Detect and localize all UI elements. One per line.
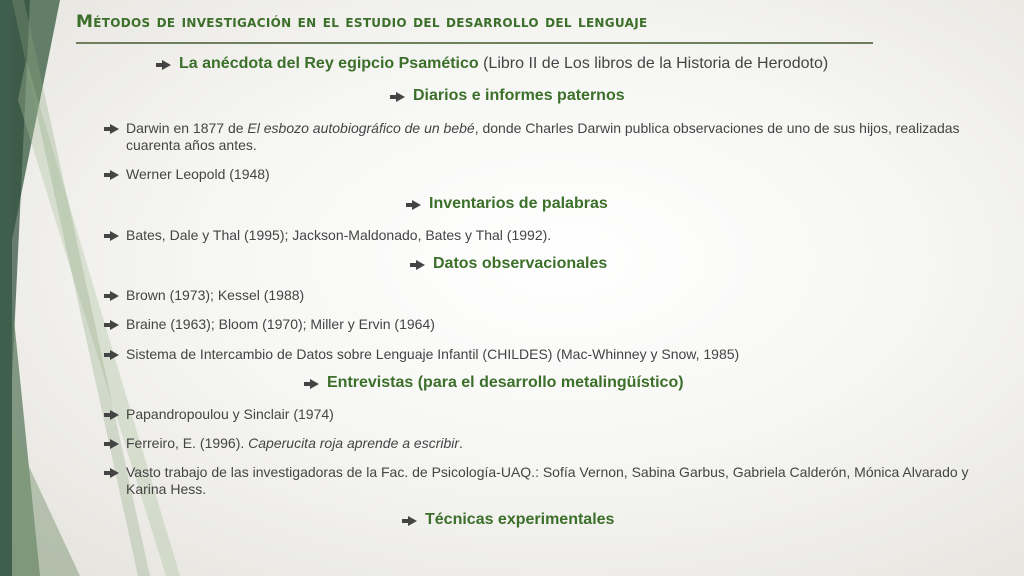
- list-item: Brown (1973); Kessel (1988): [104, 287, 984, 304]
- bullet-arrow-icon: [110, 231, 119, 241]
- list-item: Ferreiro, E. (1996). Caperucita roja aprende a escribir.: [104, 435, 984, 452]
- list-item: Sistema de Intercambio de Datos sobre Lenguaje Infantil (CHILDES) (Mac-Whinney y Snow, 1985): [104, 346, 984, 363]
- bullet-arrow-icon: [110, 170, 119, 180]
- heading-entrevistas: Entrevistas (para el desarrollo metalingüístico): [310, 374, 684, 392]
- slide-title: Métodos de investigación en el estudio del desarrollo del lenguaje: [76, 12, 648, 32]
- heading-diarios: Diarios e informes paternos: [396, 87, 625, 105]
- heading-inventarios: Inventarios de palabras: [412, 195, 608, 213]
- bullet-arrow-icon: [110, 320, 119, 330]
- bullet-arrow-icon: [110, 410, 119, 420]
- list-item: Vasto trabajo de las investigadoras de la Fac. de Psicología-UAQ.: Sofía Vernon, Sabina Garbus, Gabriela Calderón, Mónica Alvarado y Karina Hess.: [104, 464, 984, 498]
- bullet-arrow-icon: [110, 439, 119, 449]
- bullet-arrow-icon: [110, 350, 119, 360]
- list-item: Papandropoulou y Sinclair (1974): [104, 406, 984, 423]
- heading-tecnicas: Técnicas experimentales: [408, 511, 614, 529]
- bullet-arrow-icon: [416, 260, 425, 270]
- bullet-arrow-icon: [110, 124, 119, 134]
- bullet-arrow-icon: [408, 516, 417, 526]
- list-item: Werner Leopold (1948): [104, 166, 984, 183]
- list-item: Darwin en 1877 de El esbozo autobiográfico de un bebé, donde Charles Darwin publica observaciones de uno de sus hijos, realizadas cuarenta años antes.: [104, 120, 984, 154]
- bullet-arrow-icon: [162, 60, 171, 70]
- heading-anecdota: La anécdota del Rey egipcio Psamético (Libro II de Los libros de la Historia de Herodoto): [162, 55, 828, 73]
- list-item: Bates, Dale y Thal (1995); Jackson-Maldonado, Bates y Thal (1992).: [104, 227, 984, 244]
- bullet-arrow-icon: [310, 379, 319, 389]
- bullet-arrow-icon: [110, 468, 119, 478]
- heading-observacionales: Datos observacionales: [416, 255, 607, 273]
- bullet-arrow-icon: [396, 92, 405, 102]
- title-divider: [76, 42, 873, 44]
- list-item: Braine (1963); Bloom (1970); Miller y Ervin (1964): [104, 316, 984, 333]
- bullet-arrow-icon: [110, 291, 119, 301]
- bullet-arrow-icon: [412, 200, 421, 210]
